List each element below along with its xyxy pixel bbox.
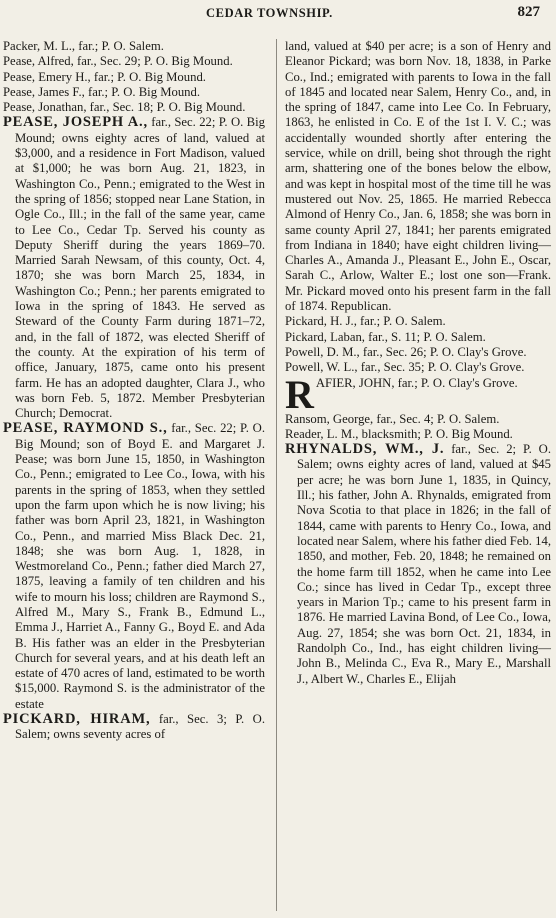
biography-text: far., Sec. 22; P. O. Big Mound; owns eighty acres of land, valued at $3,000, and a residence in Fort Madison, valued at $1,000; he was born Aug. 21, 1823, in Washington Co., Penn.; emigrated to the West in the spring of 1856; stopped near Lane Station, in Ogle Co., Ill.; in the fall of the same year, came to Lee Co., Cedar Tp. Served his county as Deputy Sheriff during the years 1869–70. Married Sarah Newsam, of this county, Oct. 4, 1870; she was born March 25, 1834, in Washington Co.; Penn.; her parents emigrated to Iowa in the spring of 1843. He served as Steward of the County Farm during 1871–72, and, in the fall of 1872, was elected Sheriff of the county. At the expiration of his term of office, January, 1875, came onto his present farm. He has an adopted daughter, Clara J., who was born Feb. 5, 1872. Member Presbyterian Church; Democrat. [15,115,265,421]
page-header [0,4,556,24]
biography-entry [3,421,265,712]
biography-name: PEASE, RAYMOND S., [3,420,168,437]
biography-text: far., Sec. 22; P. O. Big Mound; son of Boyd E. and Margaret J. Pease; was born June 15, 1850, in Washington Co., Penn.; emigrated to Lee Co., Iowa, with his parents in the spring of 1853, when they settled upon the farm upon which he is now living; his father was born April 23, 1821, in Washington Co., Penn., and married Miss Black Dec. 21, 1848; she was born Aug. 1, 1828, in Westmoreland Co., Penn.; father died March 27, 1875, leaving a family of ten children and his wife to mourn his loss; children are Raymond S., Alfred M., Mary S., Frank B., Edmund L., Emma J., Harriet A., Fanny G., Boyd E. and Ada B. His father was an elder in the Presbyterian Church for several years, and at his death left an estate of 470 acres of land, estimated to be worth $15,000. Raymond S. is the administrator of the estate [15,421,265,711]
directory-entry: Pickard, Laban, far., S. 11; P. O. Salem. [285,329,486,344]
biography-entry [285,442,551,687]
directory-entry: Reader, L. M., blacksmith; P. O. Big Mound. [285,426,513,441]
drop-cap-initial: R [285,371,314,417]
biography-name: RHYNALDS, WM., J. [285,441,445,458]
biography-continuation: land, valued at $40 per acre; is a son of Henry and Eleanor Pickard; was born Nov. 18, 1838, in Parke Co., Ind.; emigrated with parents to Iowa in the fall of 1845 and located near Salem, Henry Co., and, in the spring of 1847, came into Lee Co. In February, 1863, he enlisted in Co. E of the 1st I. V. C.; was accidentally wounded shortly after entering the service, while on drill, being shot through the right arm, shattering one of the bones below the elbow, and was kept in hospital most of the time till he was mustered out Nov. 25, 1865. He married Rebecca Almond of Henry Co., Jan. 6, 1858; she was born in same county April 27, 1841; her parents emigrated from Indiana in 1840; have eight children living—Charles A., Amanda J., Pleasant E., John E., Oscar, Sarah C., Arlow, Walter E.; lost one son—Frank. Mr. Pickard moved onto his present farm in the fall of 1874. Republican. [285,39,551,314]
directory-entry: Pease, Emery H., far.; P. O. Big Mound. [3,69,206,84]
biography-entry [3,115,265,421]
biography-name: PICKARD, HIRAM, [3,711,151,728]
directory-entry: Packer, M. L., far.; P. O. Salem. [3,39,164,53]
running-head: CEDAR TOWNSHIP. [206,6,333,20]
drop-cap-entry: RAFIER, JOHN, far.; P. O. Clay's Grove. [285,371,518,417]
directory-entry: Pickard, H. J., far.; P. O. Salem. [285,314,446,329]
directory-entry: Powell, D. M., far., Sec. 26; P. O. Clay's Grove. [285,344,527,359]
directory-entry: Pease, Jonathan, far., Sec. 18; P. O. Big Mound. [3,100,246,115]
directory-entry: Powell, W. L., far., Sec. 35; P. O. Clay's Grove. [285,360,525,375]
biography-entry [3,712,265,743]
biography-name: PEASE, JOSEPH A., [3,114,148,131]
directory-entry: Pease, James F., far.; P. O. Big Mound. [3,84,201,99]
column-rule [276,39,277,911]
directory-entry: Ransom, George, far., Sec. 4; P. O. Salem. [285,411,500,426]
directory-entry: Pease, Alfred, far., Sec. 29; P. O. Big Mound. [3,54,233,69]
biography-text: far., Sec. 2; P. O. Salem; owns eighty acres of land, valued at $45 per acre; he was born June 1, 1835, in Quincy, Ill.; his father, John A. Rhynalds, emigrated from Nova Scotia to that place in 1826; in the fall of 1844, came with parents to Henry Co., Iowa, and located near Salem, where his father died Feb. 14, 1850, and mother, Feb. 20, 1848; he remained on the home farm till 1852, when he came into Lee Co.; since has lived in Cedar Tp., except three years in Marion Tp.; came to his present farm in 1876. He married Lavina Bond, of Lee Co., Iowa, Aug. 27, 1854; she was born Oct. 21, 1834, in Randolph Co., Ind., has eight children living—John B., Melinda C., Eva R., Mary E., Marshall J., Albert W., Charles E., Elijah [297,442,552,686]
left-column [3,39,265,743]
biography-text: far., Sec. 3; P. O. Salem; owns seventy acres of [15,712,265,742]
page-number: 827 [517,4,540,20]
right-column [285,39,551,687]
